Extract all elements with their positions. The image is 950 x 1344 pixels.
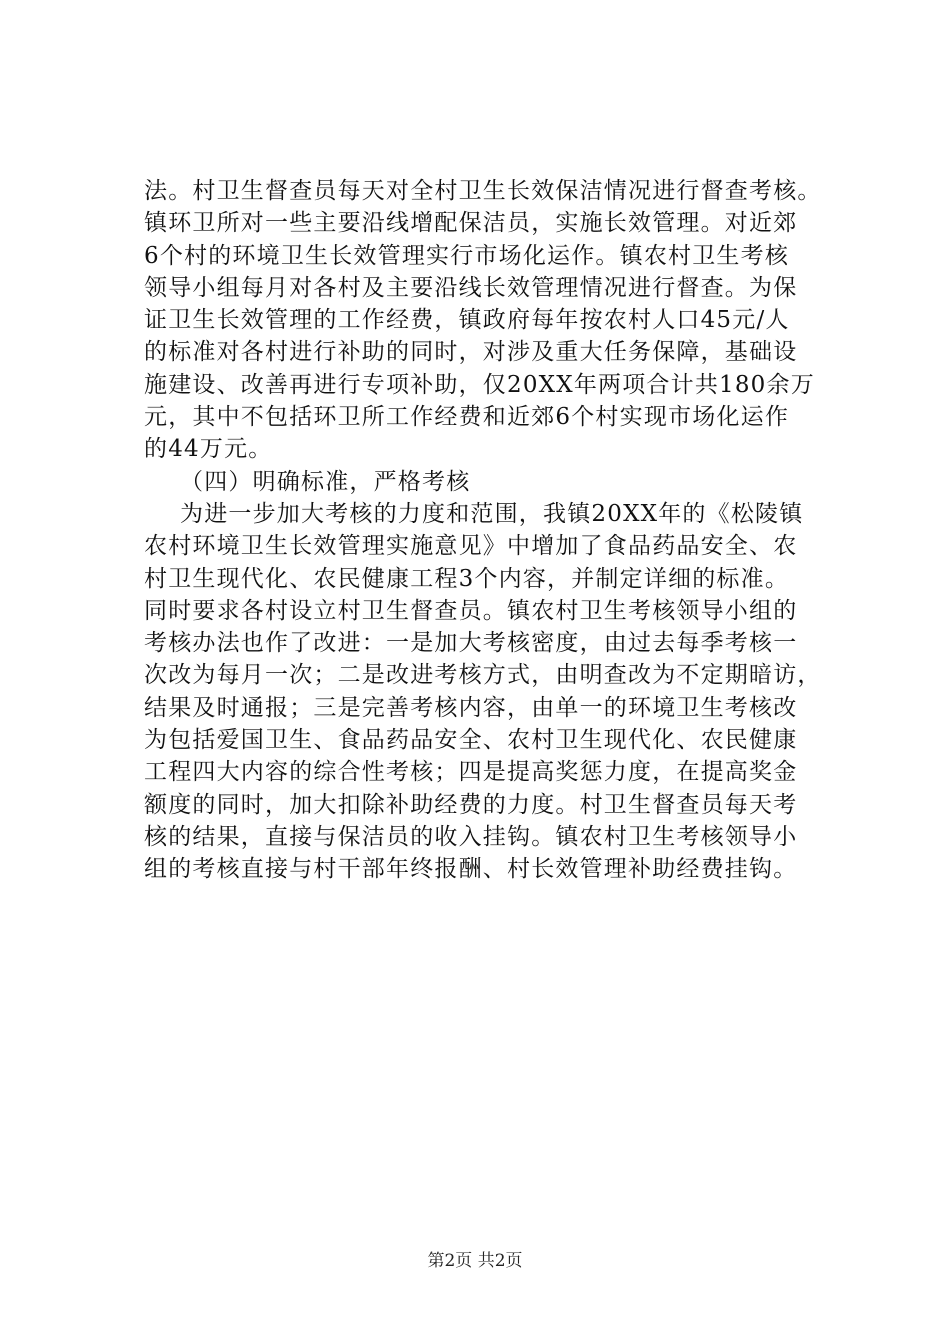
text-line: 考核办法也作了改进：一是加大考核密度，由过去每季考核一 [144, 630, 798, 657]
text-line: 同时要求各村设立村卫生督查员。镇农村卫生考核领导小组的 [144, 597, 798, 624]
text-line: 村卫生现代化、农民健康工程3个内容，并制定详细的标准。 [144, 565, 790, 592]
text-line: 为进一步加大考核的力度和范围，我镇20XX年的《松陵镇 [180, 500, 804, 527]
text-line: 为包括爱国卫生、食品药品安全、农村卫生现代化、农民健康 [144, 727, 798, 754]
text-line: 核的结果，直接与保洁员的收入挂钩。镇农村卫生考核领导小 [144, 823, 798, 850]
page-number: 第2页 共2页 [427, 1251, 523, 1271]
text-line: 次改为每月一次；二是改进考核方式，由明查改为不定期暗访， [144, 662, 822, 689]
document-body [144, 175, 822, 886]
text-line: 6个村的环境卫生长效管理实行市场化运作。镇农村卫生考核 [144, 242, 790, 269]
text-line: 工程四大内容的综合性考核；四是提高奖惩力度，在提高奖金 [144, 759, 798, 786]
text-line: 领导小组每月对各村及主要沿线长效管理情况进行督查。为保 [144, 274, 798, 301]
text-line: 组的考核直接与村干部年终报酬、村长效管理补助经费挂钩。 [144, 856, 798, 883]
text-line: 施建设、改善再进行专项补助，仅20XX年两项合计共180余万 [144, 371, 815, 398]
text-line: 的44万元。 [144, 436, 273, 463]
text-line: 的标准对各村进行补助的同时，对涉及重大任务保障，基础设 [144, 339, 798, 366]
section-heading: （四）明确标准，严格考核 [180, 468, 471, 495]
text-line: 镇环卫所对一些主要沿线增配保洁员，实施长效管理。对近郊 [144, 210, 798, 237]
page-footer [0, 1246, 950, 1271]
text-line: 证卫生长效管理的工作经费，镇政府每年按农村人口45元/人 [144, 307, 790, 334]
text-line: 结果及时通报；三是完善考核内容，由单一的环境卫生考核改 [144, 694, 798, 721]
text-line: 农村环境卫生长效管理实施意见》中增加了食品药品安全、农 [144, 533, 798, 560]
text-line: 额度的同时，加大扣除补助经费的力度。村卫生督查员每天考 [144, 791, 798, 818]
text-line: 法。村卫生督查员每天对全村卫生长效保洁情况进行督查考核。 [144, 178, 822, 204]
text-line: 元，其中不包括环卫所工作经费和近郊6个村实现市场化运作 [144, 404, 790, 431]
